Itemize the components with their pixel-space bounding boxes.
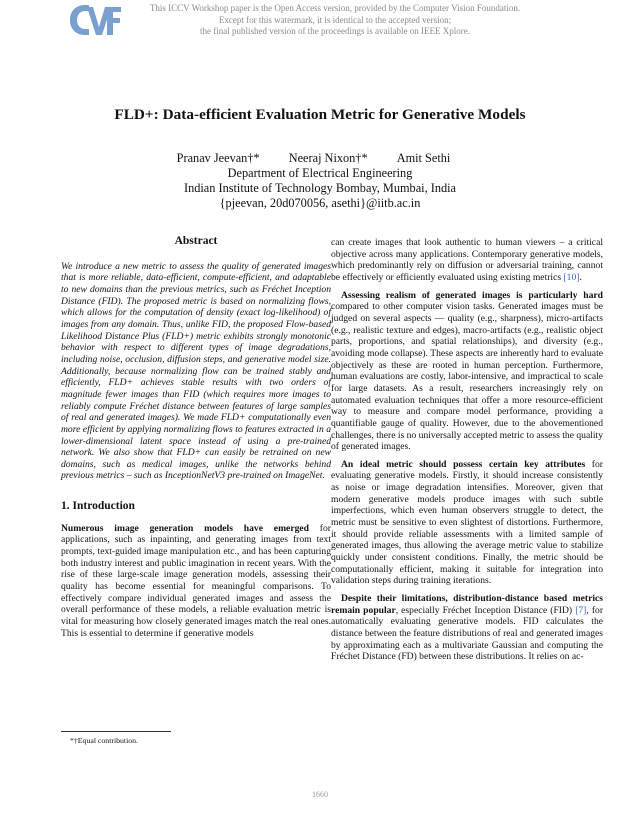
author-name: Neeraj Nixon†* xyxy=(288,151,368,165)
watermark-line: the final published version of the proceedings is available on IEEE Xplore. xyxy=(200,26,470,36)
paragraph xyxy=(61,523,331,640)
paragraph xyxy=(331,593,603,663)
author-name: Pranav Jeevan†* xyxy=(176,151,260,165)
author-names xyxy=(0,151,640,166)
bold-lead: Numerous image generation models have emerged xyxy=(61,522,309,534)
bold-lead: Assessing realism of generated images is particularly hard xyxy=(341,289,603,301)
footnote-divider xyxy=(61,731,171,732)
footnote: *†Equal contribution. xyxy=(70,736,138,745)
watermark-line: Except for this watermark, it is identical to the accepted version; xyxy=(218,14,452,25)
citation-link[interactable]: [7] xyxy=(575,604,587,616)
watermark-line: This ICCV Workshop paper is the Open Access version, provided by the Computer Vision Foundation. xyxy=(149,3,521,13)
right-column xyxy=(331,237,603,663)
paragraph xyxy=(331,290,603,453)
page-number: 1660 xyxy=(312,790,328,799)
cvf-logo xyxy=(66,3,122,37)
paragraph-text: , for automatically evaluating generative models. FID calculates the distance between the feature distributions of real and generated images by approximating each as a multivariate Gaussian and computing the Fréchet Distance (FD) between these distributions. It relies on ac- xyxy=(331,604,604,663)
left-column xyxy=(61,236,331,639)
author-institution: Indian Institute of Technology Bombay, Mumbai, India xyxy=(183,181,456,195)
paragraph-text: compared to other computer vision tasks. Generated images must be judged on several aspects — quality (e.g., sharpness), micro-artifacts (e.g., realistic texture and edges), macro-artifacts (e.g., realistic object parts, proportions, and spatial relationships), and diversity (e.g., avoiding mode collapse). These aspects are inherently hard to evaluate objectively as these are rooted in human perception. Furthermore, human evaluations are costly, labor-intensive, and impractical to scale for large datasets. As a result, researchers increasingly rely on automated evaluation techniques that offer a more resource-efficient way to measure and compare model performance, providing a quantifiable gauge of quality. However, due to the abovementioned challenges, there is no universally accepted metric to assess the quality of generated images. xyxy=(331,301,603,453)
paragraph-text: for applications, such as inpainting, and generating images from text prompts, text-guided image manipulation etc., and has been capturing both industry interest and public imagination in recent years. With the rise of these large-scale image generation models, assessing their quality has become essential for meaningful comparisons. To effectively compare individual generated images and assess the overall performance of these models, a reliable evaluation metric is vital for measuring how closely generated images match the real ones. This is essential to determine if generative models xyxy=(61,522,331,639)
author-block xyxy=(0,151,640,211)
paragraph-text: can create images that look authentic to human viewers – a critical objective across many applications. Contemporary generative models, which predominantly rely on diffusion or adversarial training, cannot be effectively or efficiently evaluated using existing metrics xyxy=(331,237,603,283)
paragraph-text: . xyxy=(579,271,582,283)
paragraph xyxy=(331,459,603,587)
citation-link[interactable]: [10] xyxy=(563,271,580,283)
watermark xyxy=(120,3,550,38)
author-name: Amit Sethi xyxy=(396,151,451,165)
paragraph-text: for evaluating generative models. Firstly, it should increase consistently as noise or image degradation intensifies. Moreover, given that modern generative models produce images with such subtle imperfections, which even human observers struggle to detect, the metric must be sensitive to even slightest of distortions. Furthermore, it should provide reliable assessments with a limited sample of generated images, thus allowing the average metric value to stabilize quickly under consistent conditions. Finally, the metric should be computationally efficient, making it suitable for integration into validation steps during training iterations. xyxy=(331,458,603,587)
abstract-section xyxy=(61,236,331,482)
paragraph-text: , especially Fréchet Inception Distance (FID) xyxy=(395,604,576,616)
paper-title: FLD+: Data-efficient Evaluation Metric for Generative Models xyxy=(114,106,526,123)
paragraph xyxy=(331,237,603,284)
abstract-heading: Abstract xyxy=(174,235,218,247)
abstract-text: We introduce a new metric to assess the quality of generated images that is more reliable, data-efficient, compute-efficient, and adaptable to new domains than the previous metrics, such as Fréchet Inception Distance (FID). The proposed metric is based on normalizing flows, which allows for the computation of density (exact log-likelihood) of images from any domain. Thus, unlike FID, the proposed Flow-based Likelihood Distance Plus (FLD+) metric exhibits strongly monotonic behavior with respect to different types of image degradations, including noise, occlusion, diffusion steps, and generative model size. Additionally, because normalizing flow can be trained stably and efficiently, FLD+ achieves stable results with two orders of magnitude fewer images than FID (which requires more images to reliably compute Fréchet distance between features of large samples of real and generated images). We made FLD+ computationally even more efficient by applying normalizing flows to features extracted in a lower-dimensional latent space instead of using a pre-trained network. We also show that FLD+ can easily be retrained on new domains, such as medical images, unlike the networks behind previous metrics – such as InceptionNetV3 pre-trained on ImageNet. xyxy=(61,260,331,482)
author-emails: {pjeevan, 20d070056, asethi}@iitb.ac.in xyxy=(219,196,421,210)
author-department: Department of Electrical Engineering xyxy=(227,166,413,180)
section-heading: 1. Introduction xyxy=(61,500,135,513)
bold-lead: Despite their limitations, distribution-distance based metrics remain popular xyxy=(331,593,603,616)
bold-lead: An ideal metric should possess certain key attributes xyxy=(341,458,586,470)
